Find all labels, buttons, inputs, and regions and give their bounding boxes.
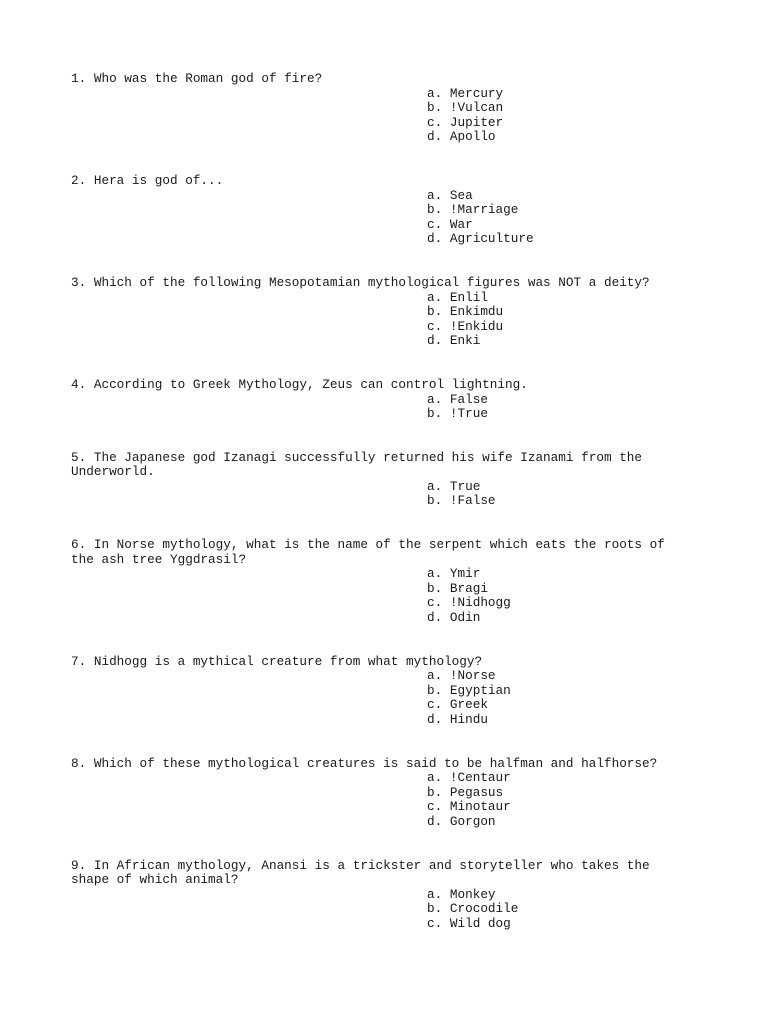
option-text: Ymir [449, 566, 481, 582]
option-text: Bragi [449, 580, 488, 596]
question-text: 8. Which of these mythological creatures is said to be halfman and halfhorse? [71, 755, 658, 771]
option-text: War [449, 216, 473, 232]
question-7 [71, 655, 711, 728]
question-4 [71, 378, 711, 422]
option-a [427, 291, 711, 306]
option-a [427, 669, 711, 684]
option-b [427, 902, 711, 917]
option-text: Mercury [449, 85, 504, 101]
option-a [427, 771, 711, 786]
option-text: Enkimdu [449, 304, 504, 320]
option-letter: c. [427, 799, 443, 815]
option-text: Crocodile [449, 901, 519, 917]
answer-options [71, 87, 711, 145]
option-letter: a. [427, 886, 443, 902]
option-b [427, 101, 711, 116]
option-text: Sea [449, 187, 473, 203]
quiz-document [71, 72, 711, 932]
option-letter: b. [427, 202, 443, 218]
option-letter: a. [427, 289, 443, 305]
question-text: 2. Hera is god of... [71, 172, 224, 188]
question-9 [71, 859, 711, 932]
option-letter: c. [427, 216, 443, 232]
option-c [427, 800, 711, 815]
option-text: Gorgon [449, 813, 496, 829]
question-5 [71, 451, 711, 509]
option-a [427, 567, 711, 582]
option-letter: b. [427, 100, 443, 116]
answer-options [71, 480, 711, 509]
option-b [427, 305, 711, 320]
option-letter: b. [427, 682, 443, 698]
option-text: !Vulcan [449, 100, 504, 116]
option-b [427, 407, 711, 422]
option-text: Wild dog [449, 915, 511, 931]
option-b [427, 582, 711, 597]
option-letter: c. [427, 697, 443, 713]
option-b [427, 786, 711, 801]
question-text: 3. Which of the following Mesopotamian mythological figures was NOT a deity? [71, 274, 650, 290]
option-letter: c. [427, 915, 443, 931]
option-text: !Norse [449, 668, 496, 684]
option-text: Minotaur [449, 799, 511, 815]
question-text: 7. Nidhogg is a mythical creature from what mythology? [71, 653, 483, 669]
option-c [427, 698, 711, 713]
option-text: !Enkidu [449, 318, 504, 334]
answer-options [71, 393, 711, 422]
answer-options [71, 669, 711, 727]
option-letter: d. [427, 231, 443, 247]
option-text: !Nidhogg [449, 595, 511, 611]
option-letter: a. [427, 566, 443, 582]
option-b [427, 494, 711, 509]
option-a [427, 480, 711, 495]
option-letter: b. [427, 406, 443, 422]
question-text: 6. In Norse mythology, what is the name of the serpent which eats the roots of the ash tree Yggdrasil? [71, 537, 673, 567]
option-letter: b. [427, 784, 443, 800]
option-letter: c. [427, 595, 443, 611]
option-a [427, 393, 711, 408]
option-letter: d. [427, 813, 443, 829]
question-6 [71, 538, 711, 626]
option-c [427, 320, 711, 335]
option-text: Enki [449, 333, 481, 349]
option-c [427, 218, 711, 233]
option-a [427, 888, 711, 903]
option-text: Agriculture [449, 231, 534, 247]
option-letter: b. [427, 580, 443, 596]
option-letter: d. [427, 610, 443, 626]
question-text: 9. In African mythology, Anansi is a trickster and storyteller who takes the shape of which animal? [71, 857, 658, 888]
option-letter: a. [427, 478, 443, 494]
option-text: Greek [449, 697, 488, 713]
option-d [427, 232, 711, 247]
option-letter: c. [427, 114, 443, 130]
option-d [427, 815, 711, 830]
option-letter: b. [427, 304, 443, 320]
answer-options [71, 291, 711, 349]
option-b [427, 203, 711, 218]
option-letter: a. [427, 391, 443, 407]
option-c [427, 116, 711, 131]
option-letter: d. [427, 333, 443, 349]
option-letter: c. [427, 318, 443, 334]
answer-options [71, 771, 711, 829]
option-d [427, 130, 711, 145]
option-c [427, 596, 711, 611]
option-d [427, 611, 711, 626]
question-3 [71, 276, 711, 349]
option-text: Odin [449, 610, 481, 626]
option-text: !Centaur [449, 770, 511, 786]
answer-options [71, 189, 711, 247]
option-text: Enlil [449, 289, 488, 305]
option-a [427, 87, 711, 102]
option-text: Pegasus [449, 784, 504, 800]
option-c [427, 917, 711, 932]
answer-options [71, 567, 711, 625]
option-letter: a. [427, 668, 443, 684]
option-text: !Marriage [449, 202, 519, 218]
option-b [427, 684, 711, 699]
option-letter: a. [427, 85, 443, 101]
question-text: 4. According to Greek Mythology, Zeus can control lightning. [71, 376, 528, 392]
option-a [427, 189, 711, 204]
option-text: Monkey [449, 886, 496, 902]
question-text: 1. Who was the Roman god of fire? [71, 71, 323, 86]
option-letter: d. [427, 712, 443, 727]
option-text: True [449, 478, 481, 494]
option-letter: b. [427, 493, 443, 509]
option-text: !False [449, 493, 496, 509]
option-text: !True [449, 406, 488, 422]
option-text: Jupiter [449, 114, 504, 130]
option-text: Apollo [449, 129, 496, 145]
option-letter: a. [427, 187, 443, 203]
answer-options [71, 888, 711, 932]
question-8 [71, 757, 711, 830]
option-text: Hindu [449, 712, 488, 727]
option-d [427, 713, 711, 728]
question-text: 5. The Japanese god Izanagi successfully returned his wife Izanami from the Underworld. [71, 449, 650, 480]
option-d [427, 334, 711, 349]
option-text: False [449, 391, 488, 407]
question-2 [71, 174, 711, 247]
question-1 [71, 72, 711, 145]
option-letter: b. [427, 901, 443, 917]
option-letter: a. [427, 770, 443, 786]
option-text: Egyptian [449, 682, 511, 698]
option-letter: d. [427, 129, 443, 145]
